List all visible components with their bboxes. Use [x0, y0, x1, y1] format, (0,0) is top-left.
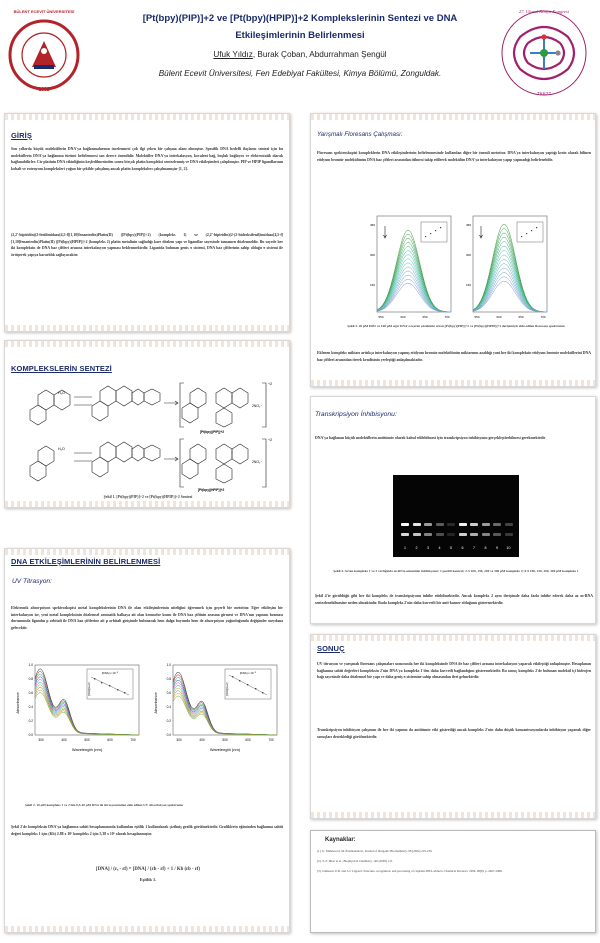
- charge-2: +2: [268, 438, 273, 442]
- reactant-1-ligand: [92, 386, 160, 421]
- binding-equation: [DNA] / (εₐ - εf) = [DNA] / (εb - εf) + 1 / Kb (εb - εf): [95, 867, 201, 872]
- logo-left-year: 1992: [38, 87, 50, 93]
- uv2-ytick-label: 0.8: [166, 677, 171, 682]
- uv1-ytick-label: 0.8: [28, 677, 33, 682]
- congress-logo: [498, 7, 590, 103]
- fl2-xtick-label: 600: [496, 315, 502, 319]
- university-logo: [8, 7, 80, 103]
- gel-band: [459, 523, 467, 526]
- fl1-inset: [421, 222, 447, 242]
- fl1-xtick-label: 600: [400, 315, 406, 319]
- logo-right-sub: TKK27: [536, 91, 552, 96]
- reactant-2-ligand: [92, 442, 160, 477]
- gel-band: [493, 533, 501, 536]
- affiliation: Bülent Ecevit Üniversitesi, Fen Edebiyat Fakültesi, Kimya Bölümü, Zonguldak.: [158, 69, 442, 78]
- fl2-ytick-label: 300: [465, 253, 471, 257]
- gel-band: [436, 533, 444, 536]
- fl1-ytick-label: 150: [369, 283, 375, 287]
- uv1-ytick-label: 0.4: [28, 705, 33, 710]
- fl2-xtick-label: 700: [540, 315, 546, 319]
- uv1-inset-ylabel: [DNA]/(εa-εf): [88, 682, 91, 696]
- fl1-xtick-label: 650: [422, 315, 428, 319]
- uv2-inset-ylabel: [DNA]/(εa-εf): [226, 682, 229, 696]
- uv2-ylabel: Absorbance: [153, 692, 158, 714]
- uv1-ytick-label: 1.0: [28, 663, 33, 668]
- product-2-label: [Pt(bpy)(HPIP)]+2: [198, 488, 225, 492]
- gel-band: [482, 533, 490, 536]
- fluorescence-chart-2: [459, 214, 549, 322]
- gel-band: [482, 523, 490, 526]
- fl2-xtick-label: 550: [474, 315, 480, 319]
- gel-band: [493, 523, 501, 526]
- transkripsiyon-paragraph: DNA'ya bağlanan küçük moleküllerin antitümör olarak kabul edilebilmesi için transkripsiyon inhibisyonu gerçekleştirebilmesi gerekmektedir: [315, 436, 546, 440]
- transkripsiyon-caption: Şekil 4. Artan kompleks 1 ve 2 varlığında m-RNA sentezinin inhibisyonu: 1 pozitif kontrol; 2-5 100, 150, 200 ve 300 μM kompleks 2; 6-9 100, 150, 200, 300 μM kompleks 1: [333, 569, 579, 573]
- uv1-xtick-label: 300: [38, 738, 44, 742]
- reaction-arrow-2: [164, 457, 178, 461]
- uv2-xtick-label: 500: [222, 738, 228, 742]
- gel-band: [401, 533, 409, 536]
- floresans-paragraph-2: Eklenen kompleks miktarı arttıkça interkalasyon yapmış etidyum bromür molekülünün miktarının azaldığı yani her iki kompleksin etidyum bromür moleküllerini DNA baz çiftleri arasından iterek kendisinin yerleştiği anlaşılmaktadır.: [317, 351, 591, 362]
- uv1-inset-xlabel: [DNA] x 10⁻⁵: [101, 671, 119, 675]
- authors-rest: , Burak Çoban, Abdurrahman Şengül: [252, 50, 387, 59]
- counterion-2: 2NO₃⁻: [252, 460, 263, 464]
- header: [0, 0, 600, 108]
- uv-paragraph: Elektronik absorpsiyon spektroskopisi metal komplekslerinin DNA ile olan etkileşimlerinin niteliğini öğrenmek için geçerli bir metottur. Eğer etkileşim bir interkalasyon ise, yeni metal kompleksinin düzlemsel aromatik halkaya ait olan kromofor kısmı ile DNA baz çiftinin arasına girmesi ve DNA'nın yapısını bozması durumunda ligandın p orbitali ile DNA baz çiftlerine ait p orbitali girişimde bulunarak hem dalga boyunda hem de absorpsiyon yoğunluğunda değişimler meydana gelecektir.: [11, 606, 283, 630]
- gel-lane-label: 7: [473, 546, 475, 550]
- uv2-xtick-label: 700: [268, 738, 274, 742]
- gel-lane-label: 1: [404, 546, 406, 550]
- reactant-2-structure: [30, 446, 54, 481]
- fl2-inset: [517, 222, 543, 242]
- gel-lane-label: 8: [484, 546, 487, 550]
- uv1-ylabel: Absorbance: [15, 692, 20, 714]
- logo-left-text: BÜLENT ECEVİT ÜNİVERSİTESİ: [13, 9, 75, 14]
- fl1-xtick-label: 550: [378, 315, 384, 319]
- gel-lane-label: 4: [438, 546, 441, 550]
- sonuc-paragraph-1: UV titrasyon ve yarışmalı floresans çalışmaları sonucunda her iki kompleksinde DNA ile baz çiftleri arasına interkalasyon yaparak etkileştiği anlaşılmıştır. Hesaplanan bağlanma sabiti değerleri kompleksin 2'nin DNA'ya kompleks 1'den daha kuvvetli bağlandığını göstermektedir. Bu sonuç kompleks 2'de bulunan molekül içi hidrojen bağı sayesinde daha düzlemsel bir yapı ve daha geniş π sistemine sahip olmasından ileri gelmektedir.: [317, 662, 591, 680]
- giris-title: GİRİŞ: [11, 131, 32, 140]
- gel-lane-label: 3: [427, 546, 429, 550]
- uv1-xtick-label: 700: [130, 738, 136, 742]
- fl2-ytick-label: 450: [465, 223, 471, 227]
- uv1-ytick-label: 0.0: [28, 733, 33, 738]
- uv2-ytick-label: 0.6: [166, 691, 171, 696]
- floresans-caption: Şekil 3. 26 μM EtBr ve 100 μM sığır DNA'sı içeren çözeltinin artan [Pt(bpy)(PIP)]+2 ve [Pt(bpy)(HPIP)]+2 derişimiyle elde edilen floresans spektrumu: [347, 324, 565, 328]
- fl1-xtick-label: 700: [444, 315, 450, 319]
- gel-band: [470, 533, 478, 536]
- uv1-xlabel: Wavelength (nm): [71, 747, 103, 752]
- giris-paragraph-1: Son yıllarda küçük moleküllerin DNA'ya bağlanmalarının incelenmesi çok ilgi çeken bir çalışma alanı olmuştur. Spesifik DNA hedefli ilaçların sentezi için bu moleküllerin DNA'ya bağlanma türünü belirlenmesi son derece önemlidir. Moleküller DNA'ya interkalasyon, kovalent bağ, boşluk bağlayıcı ve elektrostatik olarak bağlanabilirler. Cis-platinin DNA etkinliğinin keşfedilmesinden sonra birçok platin kompleksi sentezlenmiş ve DNA etkileşimleri çalışılmıştır. PIP ve HPIP ligandlarının kobalt ve rutenyum kompleksleri yoğun bir şekilde çalışılmış ancak platin komplekslerı çalışılmamıştır [1, 2].: [11, 147, 283, 171]
- counterion-1: 2NO₃⁻: [252, 404, 263, 408]
- uv1-ytick-label: 0.2: [28, 719, 33, 724]
- reactant-1-structure: [30, 390, 70, 425]
- uv2-xtick-label: 400: [199, 738, 205, 742]
- logo-right-text: 27. Ulusal Kimya Kongresi: [518, 9, 570, 14]
- uv-spectrum-chart-2: [149, 661, 283, 753]
- uv1-xtick-label: 600: [107, 738, 113, 742]
- uv1-xtick-label: 500: [84, 738, 90, 742]
- gel-band: [424, 523, 432, 526]
- author-underlined: Ufuk Yıldız: [213, 50, 253, 59]
- gel-lane-label: 9: [496, 546, 498, 550]
- reference-2: [2]. T.-F. Miao et al., Biophysical Chemistry, 140 (2009) 1-8.: [317, 859, 393, 863]
- uv-paragraph-2: Şekil 2'de kompleksin DNA'ya bağlanma sabiti hesaplamasında kullanılan eşitlik 1 kullanılarak çizilmiş grafik görülmektedir. Grafiklerin eğiminden bağlanma sabiti değeri kompleks 1 için (Kb) 2.88 x 10⁵ kompleks 2 için 5,38 x 10⁵ olarak hesaplanmıştır.: [11, 825, 283, 836]
- gel-lane-label: 6: [461, 546, 464, 550]
- sentez-caption: Şekil 1. [Pt(bpy)(PIP)]+2 ve [Pt(bpy)(HPIP)]+2 Sentezi: [103, 495, 193, 499]
- gel-band: [424, 533, 432, 536]
- charge-1: +2: [268, 382, 273, 386]
- sonuc-panel: [310, 634, 596, 819]
- sonuc-title: SONUÇ: [317, 644, 345, 653]
- giris-paragraph-2: (2,2'-bipiridin)(2-fenilimidazo[4,5-f][1,10]fenantrolin)Platin(II) ([Pt(bpy)(PIP)]+2) (kompleks 1) ve (2,2'-bipiridin)(2-(2-hidroksifenil)imidazo[4,5-f][1,10]fenantrolin)Platin(II) ([Pt(bpy)(HPIP)]+2 (kompleks 2) platin metalinin sağladığı kare düzlem yapı ve ligandlar sayesinde tamamen düzlemseldir. Bu sayede her iki kompleksin de DNA baz çiftleri arasına interkalasyon yapması beklenmektedir. Ligantda bulunan genis π sistemi, DNA baz çiftlerinin sahip olduğu π sistemi ile örtüşerek yapıya kararlılık sağlayacaktır.: [11, 233, 283, 257]
- transkripsiyon-panel: [310, 396, 596, 624]
- dna-title: DNA ETKİLEŞİMLERİNİN BELİRLENMESİ: [11, 557, 161, 566]
- gel-band: [436, 523, 444, 526]
- poster-title-line2: Etkileşimlerinin Belirlenmesi: [235, 30, 365, 41]
- scheme-h2o-2: H₂O: [58, 447, 65, 451]
- sentez-panel: [4, 340, 290, 508]
- gel-band: [401, 523, 409, 526]
- kaynaklar-title: Kaynaklar:: [325, 837, 356, 843]
- fl1-ytick-label: 300: [369, 253, 375, 257]
- equation-label: Eşitlik 1.: [139, 877, 157, 882]
- uv-title: UV Titrasyon:: [12, 578, 52, 585]
- uv-spectrum-chart-1: [11, 661, 145, 753]
- gel-band: [505, 533, 513, 536]
- fl2-ytick-label: 150: [465, 283, 471, 287]
- reference-1: [1]. U. Maheswari, M. Palaniandavar, Journal of Inorganic Biochemistry, 98 (2004) 219-230.: [317, 849, 433, 853]
- product-1-label: [Pt(bpy)(PIP)]+2: [200, 430, 224, 434]
- transkripsiyon-title: Transkripsiyon İnhibisyonu:: [315, 411, 397, 418]
- uv2-ytick-label: 0.2: [166, 719, 171, 724]
- congress-logo-graphic: [498, 7, 590, 103]
- synthesis-scheme: [30, 379, 273, 494]
- uv2-ytick-label: 0.0: [166, 733, 171, 738]
- gel-lane-label: 5: [450, 546, 452, 550]
- uv2-inset-xlabel: [DNA] x 10⁻⁵: [239, 671, 257, 675]
- kaynaklar-panel: [310, 830, 596, 933]
- gel-band: [413, 523, 421, 526]
- gel-lane-label: 2: [415, 546, 418, 550]
- dna-panel: [4, 548, 290, 933]
- authors: [110, 50, 490, 59]
- gel-band: [505, 523, 513, 526]
- sentez-title: KOMPLEKSLERİN SENTEZİ: [11, 364, 112, 373]
- floresans-paragraph: Floresans spektroskopisi kompleklerin DNA etkileşimlerinin belirlenmesinde kullanılan diğer bir önemli metottur. DNA'ya interkalasyon yaptığı kesin olarak bilinen etidyum bromür molekülünün DNA baz çiftleri arasından itilmesi takip edilerek molekülün DNA'ya interkalasyon yapıp yapmadığı belirlenebilir.: [317, 151, 591, 162]
- reaction-arrow-1: [164, 401, 178, 405]
- poster-title-line1: [Pt(bpy)(PIP)]+2 ve [Pt(bpy)(HPIP)]+2 Komplekslerinin Sentezi ve DNA: [142, 13, 458, 24]
- transkripsiyon-paragraph-2: Şekil 4'te görüldüğü gibi her iki kompleks de transkripsiyonu inhibe edebilmektedir. Ancak kompleks 2 aynı derişimde daha fazla inhibe ederek daha az m-RNA sentezlenebilmesine neden olmaktadır. Buda kompleks 2'nin daha kuvvetli bir anti-kanser olduğunu göstermektedir.: [315, 594, 593, 605]
- floresans-title: Yarışmalı Floresans Çalışması:: [317, 131, 403, 138]
- uv2-xtick-label: 600: [245, 738, 251, 742]
- uv2-ytick-label: 1.0: [166, 663, 171, 668]
- gel-image: [393, 475, 519, 557]
- uv-caption: Şekil 2. 10 μM kompleks 1 ve 2'nin 0,5-40 μM DNA ile titrasyonundan elde edilen UV absorbsiyon spektrumu: [25, 803, 184, 807]
- sonuc-paragraph-2: Transkripsiyon inhibisyon çalışması ile her iki yapının da antitümör etki gösterdiği ancak kompleks 2'nin daha düşük konsantrasyonlarda inhibisyon yaparak diğer sonuçları desteklediği görülmektedir.: [317, 728, 591, 739]
- giris-panel: [4, 113, 290, 332]
- uv2-ytick-label: 0.4: [166, 705, 171, 710]
- gel-band: [459, 533, 467, 536]
- gel-band: [470, 523, 478, 526]
- gel-band: [447, 533, 455, 536]
- product-1-structure: [182, 388, 248, 427]
- reference-3: [3]. Jamieson, E.R. and S.J. Lippard, Structure, recognition, and processing of cisplatin-DNA adducts. Chemical Reviews, 1999. 99(8): p. 2467-2498.: [317, 869, 503, 873]
- product-2-structure: [182, 444, 248, 483]
- scheme-h2o-1: H₂O: [58, 391, 65, 395]
- gel-band: [413, 533, 421, 536]
- fl2-xtick-label: 650: [518, 315, 524, 319]
- uv1-xtick-label: 400: [61, 738, 67, 742]
- fl1-ytick-label: 450: [369, 223, 375, 227]
- uv2-xtick-label: 300: [176, 738, 182, 742]
- uv2-xlabel: Wavelength (nm): [209, 747, 241, 752]
- gel-band: [447, 523, 455, 526]
- uv1-ytick-label: 0.6: [28, 691, 33, 696]
- gel-lane-label: 10: [506, 546, 511, 550]
- floresans-panel: [310, 113, 596, 387]
- fluorescence-chart-1: [363, 214, 453, 322]
